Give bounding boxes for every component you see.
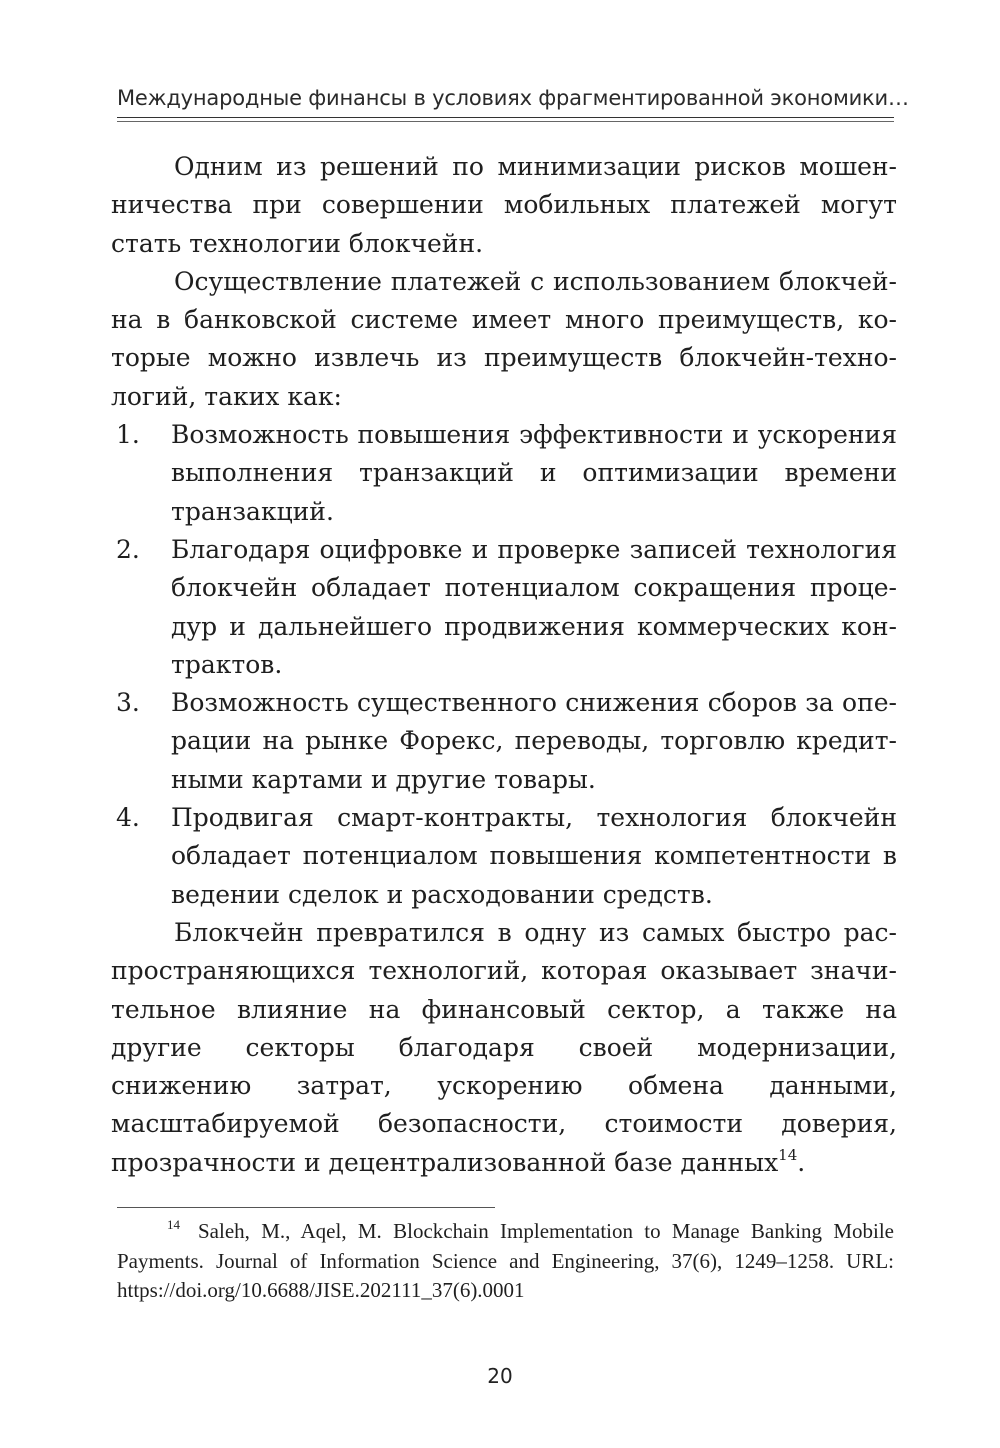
list-item-text: Благодаря оцифровке и проверке записей технология блокчейн обладает потенциалом сокращения процедур и дальнейшего продвижения коммерческих контрактов.	[171, 534, 897, 679]
footnote-number: 14	[167, 1217, 180, 1232]
paragraph-conclusion	[111, 914, 897, 1182]
paragraph-advantages: Осуществление платежей с использованием блокчейна в банковской системе имеет много преимуществ, которые можно извлечь из преимуществ блокчейн-технологий, таких как:	[111, 266, 897, 411]
list-item-number: 1.	[116, 420, 140, 450]
advantages-list	[111, 416, 897, 914]
list-item-number: 4.	[116, 803, 140, 833]
list-item	[111, 416, 897, 531]
list-item	[111, 531, 897, 684]
paragraph-conclusion-text: Блокчейн превратился в одну из самых быстро распространяющихся технологий, которая оказывает значительное влияние на финансовый сектор, а также на другие секторы благодаря своей модернизации, снижению затрат, ускорению обмена данными, масштабируемой безопасности, стоимости доверия, прозрачности и децентрализованной базе данных	[111, 917, 897, 1177]
list-item-text: Продвигая смарт-контракты, технология блокчейн обладает потенциалом повышения компетентности в ведении сделок и расходовании средств.	[171, 803, 897, 909]
footnote-reference[interactable]: 14	[778, 1145, 798, 1164]
paragraph-intro: Одним из решений по минимизации рисков мошенничества при совершении мобильных платежей могут стать технологии блокчейн.	[111, 152, 897, 258]
page-number: 20	[487, 1364, 513, 1388]
paragraph-conclusion-end: .	[797, 1147, 806, 1177]
list-item-number: 3.	[116, 688, 140, 718]
main-text	[111, 148, 897, 1182]
footnote-text: Saleh, M., Aqel, M. Blockchain Implementation to Manage Banking Mobile Payments. Journal of Information Science and Engineering, 37(6), 1249–1258. URL: https://doi.org/10.6688/JISE.202111_37(6).0001	[117, 1219, 894, 1302]
list-item	[111, 684, 897, 799]
running-header: Международные финансы в условиях фрагментированной экономики…	[117, 86, 909, 110]
list-item-text: Возможность существенного снижения сборов за операции на рынке Форекс, переводы, торговлю кредитными картами и другие товары.	[171, 688, 897, 794]
footnote	[117, 1217, 894, 1306]
list-item-text: Возможность повышения эффективности и ускорения выполнения транзакций и оптимизации времени транзакций.	[171, 420, 897, 526]
footnote-rule	[117, 1207, 495, 1208]
list-item	[111, 799, 897, 914]
header-rule-thin	[117, 121, 894, 122]
header-rule	[117, 117, 894, 118]
list-item-number: 2.	[116, 534, 140, 564]
